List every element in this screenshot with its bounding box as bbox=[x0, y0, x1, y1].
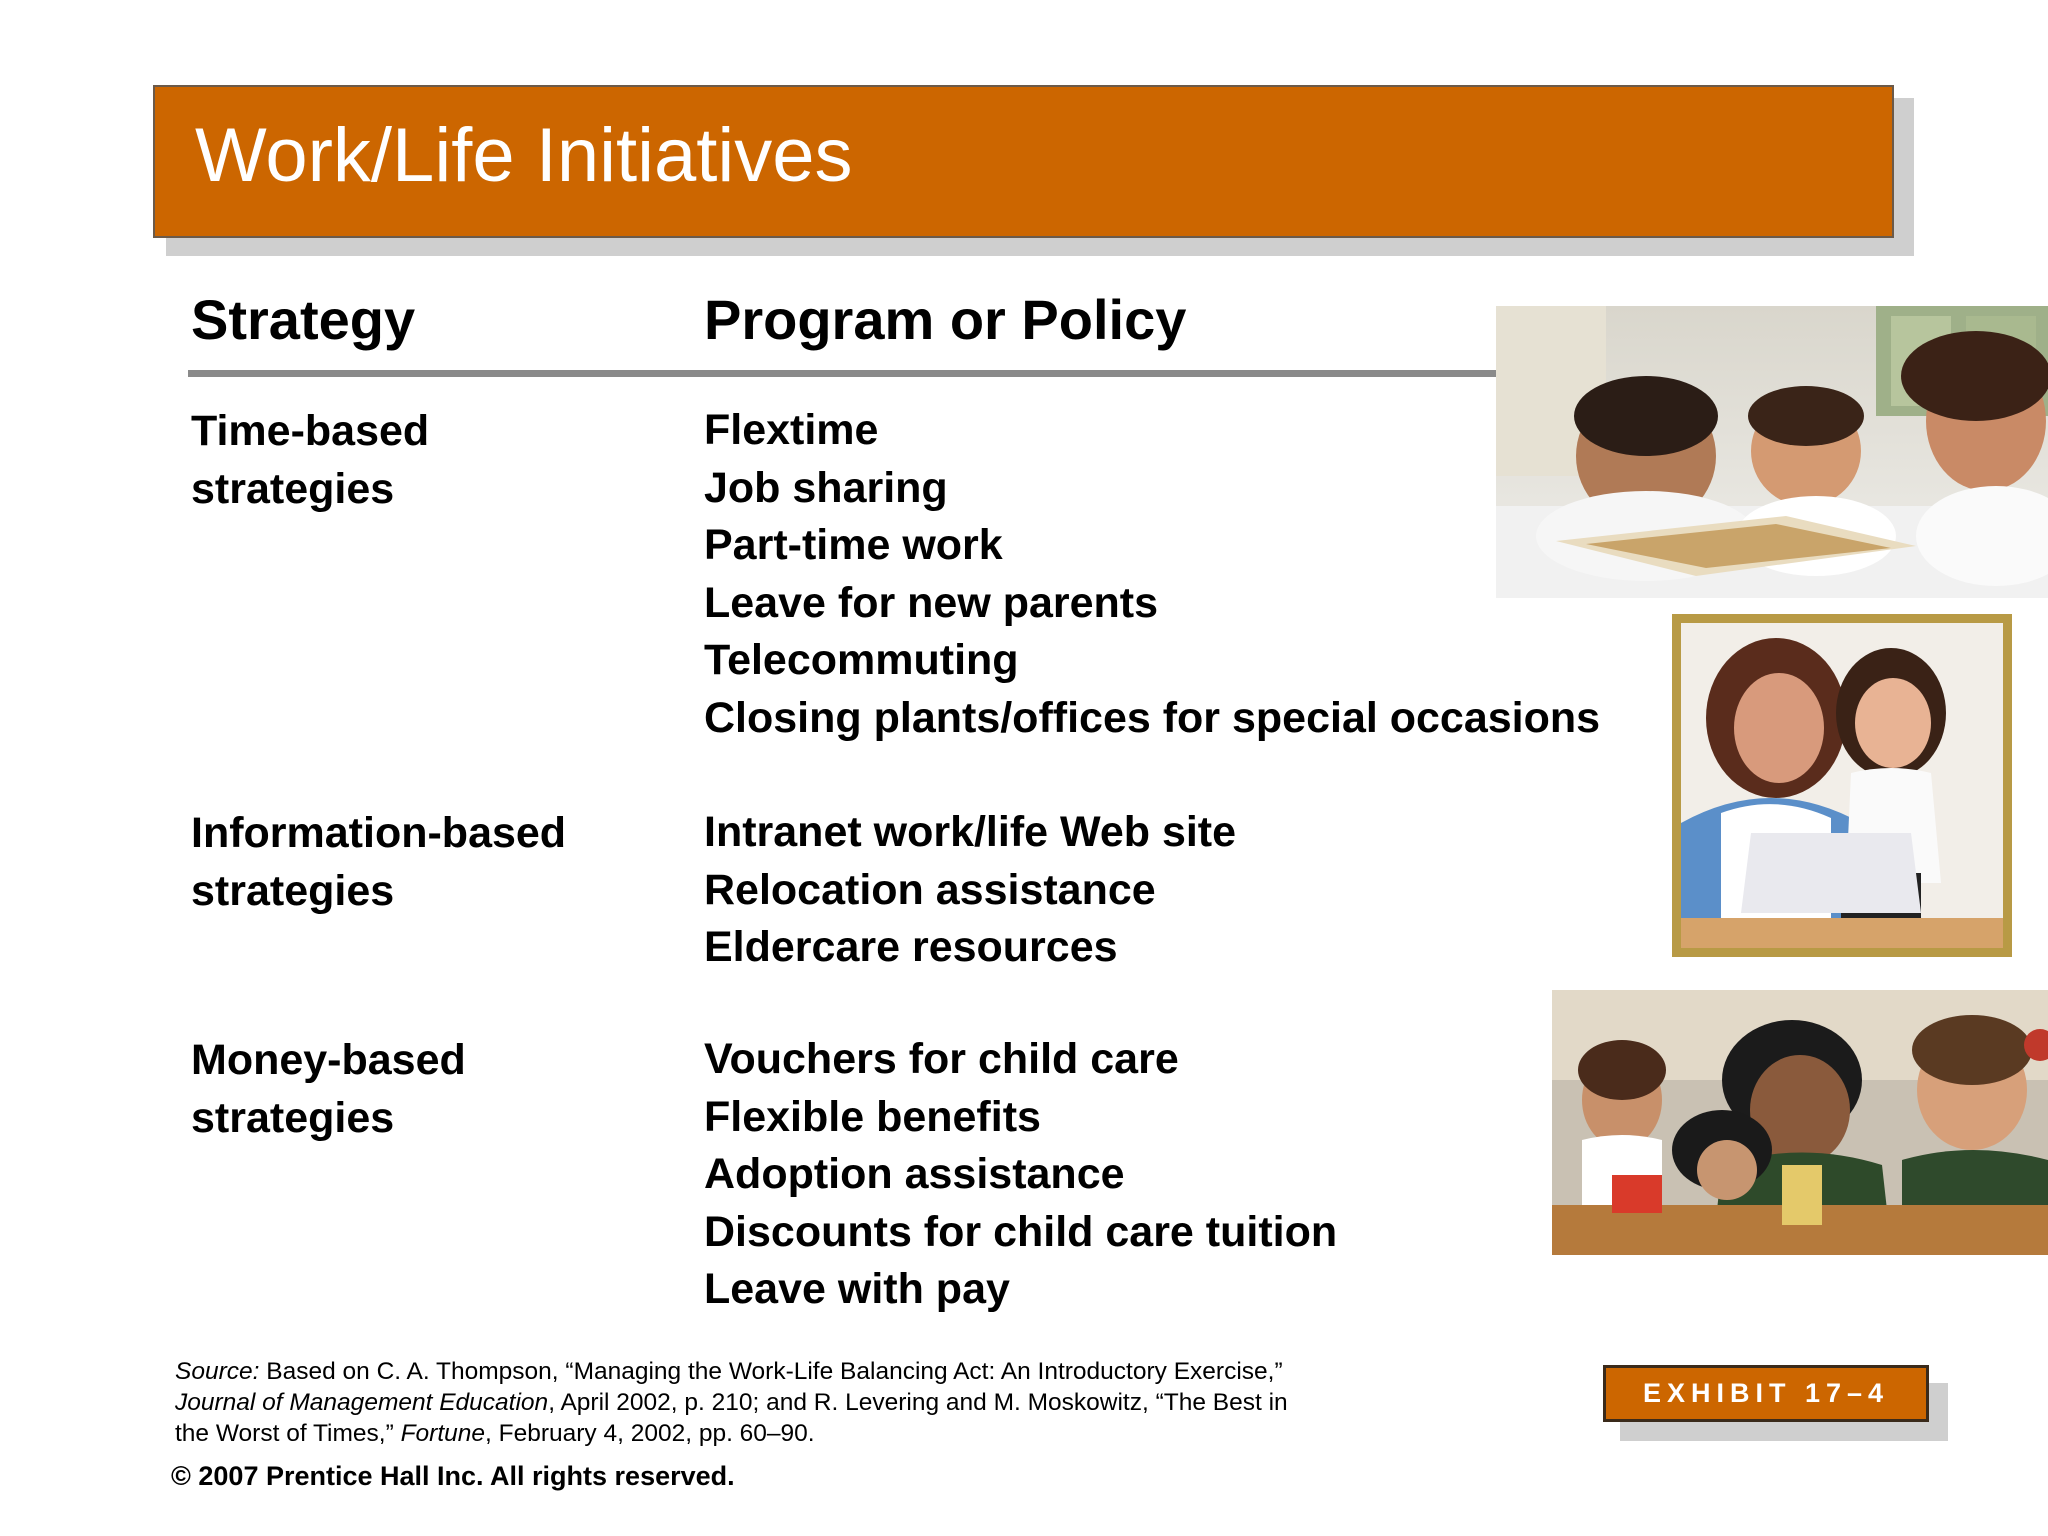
list-item: Leave for new parents bbox=[704, 578, 1159, 627]
list-item: Intranet work/life Web site bbox=[704, 808, 1237, 856]
source-label: Source: bbox=[175, 1358, 260, 1385]
slide-title: Work/Life Initiatives bbox=[195, 113, 853, 198]
information-based-programs bbox=[704, 804, 1236, 977]
list-item: Eldercare resources bbox=[704, 923, 1118, 971]
list-item: Flextime bbox=[704, 406, 879, 454]
strategy-information-based bbox=[191, 804, 671, 920]
list-item: Discounts for child care tuition bbox=[704, 1207, 1338, 1256]
list-item: Adoption assistance bbox=[704, 1150, 1125, 1198]
program-header: Program or Policy bbox=[704, 288, 1187, 351]
strategy-label: strategies bbox=[191, 465, 395, 513]
strategy-header: Strategy bbox=[191, 288, 416, 351]
exhibit-badge: EXHIBIT 17–4 bbox=[1603, 1365, 1929, 1422]
list-item: Telecommuting bbox=[704, 636, 1019, 684]
strategy-label: Time-based bbox=[191, 407, 430, 455]
list-item: Leave with pay bbox=[704, 1265, 1010, 1313]
list-item: Vouchers for child care bbox=[704, 1035, 1179, 1083]
money-based-programs bbox=[704, 1031, 1337, 1319]
source-text: Based on C. A. Thompson, “Managing the Work-Life Balancing Act: An Introductory Exercise,” bbox=[259, 1358, 1283, 1385]
list-item: Flexible benefits bbox=[704, 1092, 1041, 1141]
list-item: Job sharing bbox=[704, 463, 948, 512]
mother-daughter-photo bbox=[1681, 623, 2003, 948]
list-item: Relocation assistance bbox=[704, 865, 1156, 914]
list-item: Closing plants/offices for special occasions bbox=[704, 693, 1601, 742]
strategy-label: strategies bbox=[191, 867, 395, 915]
strategy-money-based bbox=[191, 1031, 671, 1147]
list-item: Part-time work bbox=[704, 521, 1003, 569]
copyright-notice: © 2007 Prentice Hall Inc. All rights reserved. bbox=[171, 1461, 735, 1491]
time-based-programs bbox=[704, 402, 1600, 747]
strategy-label: Information-based bbox=[191, 809, 567, 857]
strategy-label: strategies bbox=[191, 1094, 395, 1142]
source-text: , April 2002, p. 210; and R. Levering and M. Moskowitz, “The Best in the Worst of Times,” bbox=[175, 1389, 1288, 1447]
strategy-time-based bbox=[191, 402, 671, 518]
journal-title: Journal of Management Education bbox=[175, 1389, 549, 1416]
family-reading-photo bbox=[1496, 306, 2048, 598]
strategy-label: Money-based bbox=[191, 1036, 466, 1084]
children-lunch-photo bbox=[1552, 990, 2048, 1255]
magazine-title: Fortune bbox=[400, 1420, 485, 1447]
source-citation bbox=[175, 1356, 1315, 1449]
source-text: , February 4, 2002, pp. 60–90. bbox=[485, 1420, 815, 1447]
